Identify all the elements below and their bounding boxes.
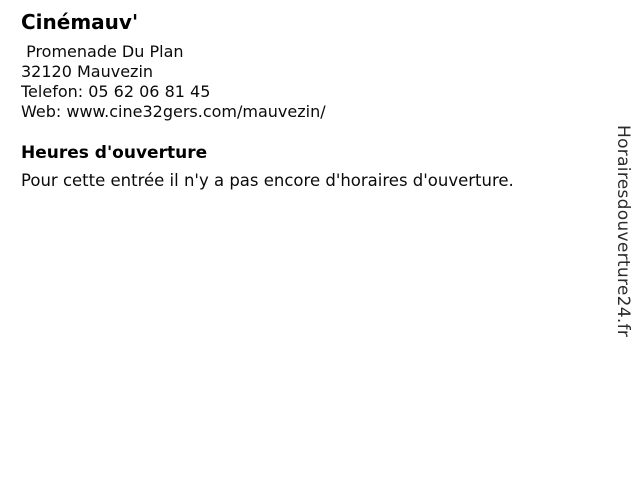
address-postal-city: 32120 Mauvezin	[21, 62, 154, 81]
business-name-title: Cinémauv'	[21, 10, 139, 34]
phone-number: 05 62 06 81 45	[88, 82, 211, 101]
site-watermark-brand-link[interactable]: Horairesdouverture24.fr	[613, 125, 633, 338]
phone-line	[21, 82, 326, 102]
address-block	[21, 42, 326, 122]
opening-hours-heading: Heures d'ouverture	[21, 143, 208, 163]
web-label: Web:	[21, 102, 62, 121]
web-line	[21, 102, 326, 122]
address-street: Promenade Du Plan	[21, 42, 184, 61]
phone-label: Telefon:	[21, 82, 84, 101]
website-url-link[interactable]: www.cine32gers.com/mauvezin/	[66, 102, 326, 121]
opening-hours-empty-message: Pour cette entrée il n'y a pas encore d'horaires d'ouverture.	[21, 171, 514, 190]
